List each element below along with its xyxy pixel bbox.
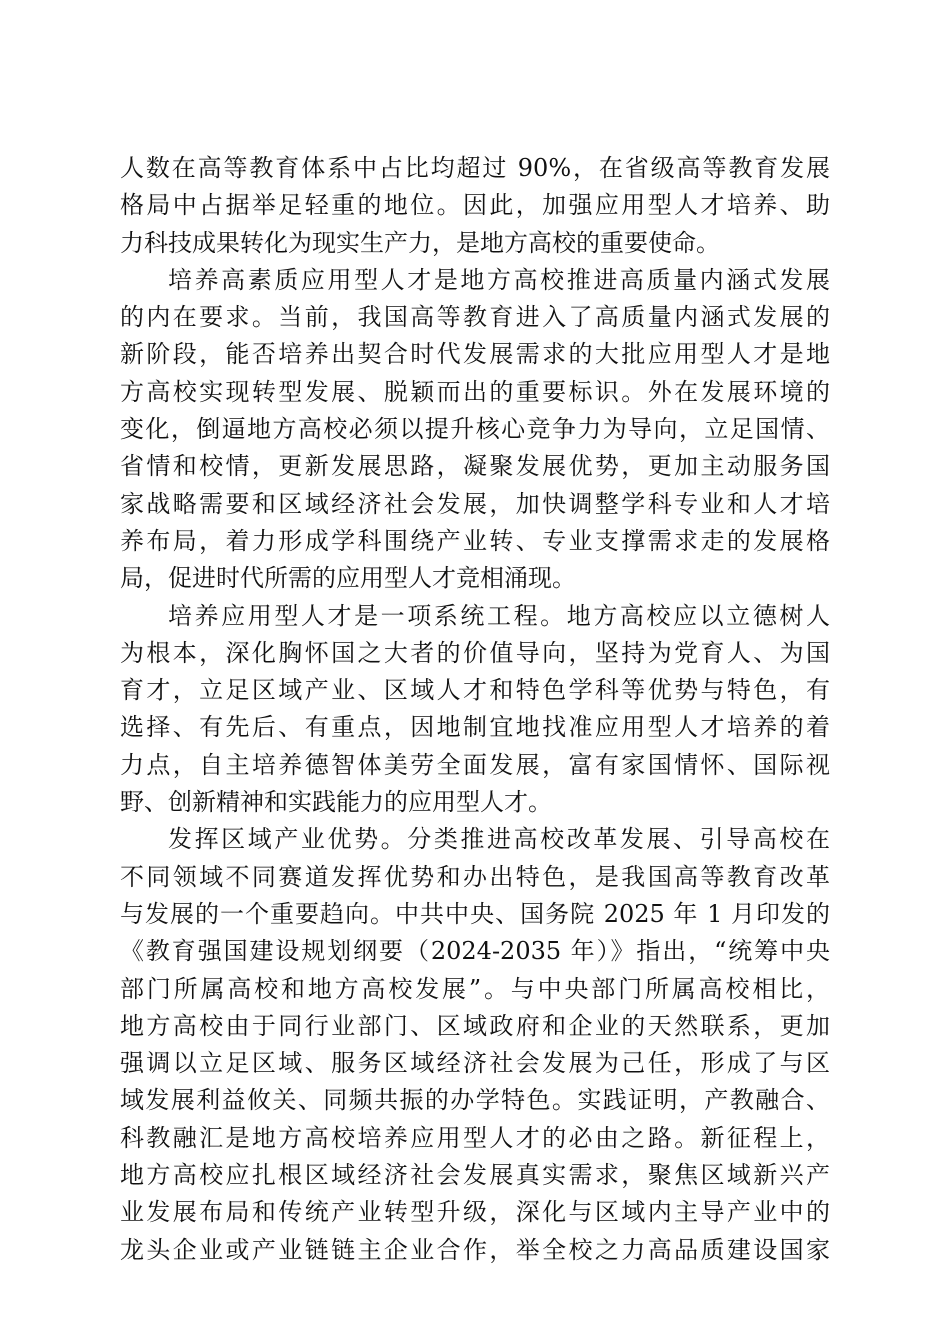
text-line: 变化，倒逼地方高校必须以提升核心竞争力为导向，立足国情、 xyxy=(120,415,830,444)
text-line: 龙头企业或产业链链主企业合作，举全校之力高品质建设国家 xyxy=(120,1235,830,1264)
text-line: 局，促进时代所需的应用型人才竞相涌现。 xyxy=(120,564,576,593)
text-line: 选择、有先后、有重点，因地制宜地找准应用型人才培养的着 xyxy=(120,713,830,742)
text-line: 育才，立足区域产业、区域人才和特色学科等优势与特色，有 xyxy=(120,676,830,705)
text-line: 方高校实现转型发展、脱颖而出的重要标识。外在发展环境的 xyxy=(120,377,830,406)
text-line: 人数在高等教育体系中占比均超过 90%，在省级高等教育发展 xyxy=(120,154,830,182)
text-line: 家战略需要和区域经济社会发展，加快调整学科专业和人才培 xyxy=(120,489,830,518)
body-text xyxy=(120,150,830,1269)
text-line: 力科技成果转化为现实生产力，是地方高校的重要使命。 xyxy=(120,228,720,257)
text-line: 与发展的一个重要趋向。中共中央、国务院 2025 年 1 月印发的 xyxy=(120,899,830,928)
text-line: 不同领域不同赛道发挥优势和办出特色，是我国高等教育改革 xyxy=(120,862,830,891)
text-line: 域发展利益攸关、同频共振的办学特色。实践证明，产教融合、 xyxy=(120,1086,830,1115)
text-line: 地方高校由于同行业部门、区域政府和企业的天然联系，更加 xyxy=(120,1011,830,1040)
text-line: 力点，自主培养德智体美劳全面发展，富有家国情怀、国际视 xyxy=(120,750,830,779)
text-line: 格局中占据举足轻重的地位。因此，加强应用型人才培养、助 xyxy=(120,191,830,220)
text-line: 省情和校情，更新发展思路，凝聚发展优势，更加主动服务国 xyxy=(120,452,830,481)
paragraph-first-line: 发挥区域产业优势。分类推进高校改革发展、引导高校在 xyxy=(168,825,830,854)
text-line: 《教育强国建设规划纲要（2024-2035 年）》指出，“统筹中央 xyxy=(120,937,830,966)
text-line: 为根本，深化胸怀国之大者的价值导向，坚持为党育人、为国 xyxy=(120,638,830,667)
text-line: 野、创新精神和实践能力的应用型人才。 xyxy=(120,788,552,817)
text-line: 地方高校应扎根区域经济社会发展真实需求，聚焦区域新兴产 xyxy=(120,1161,830,1190)
paragraph-first-line: 培养应用型人才是一项系统工程。地方高校应以立德树人 xyxy=(168,601,830,630)
text-line: 强调以立足区域、服务区域经济社会发展为己任，形成了与区 xyxy=(120,1049,830,1078)
paragraph-first-line: 培养高素质应用型人才是地方高校推进高质量内涵式发展 xyxy=(168,265,830,294)
text-line: 的内在要求。当前，我国高等教育进入了高质量内涵式发展的 xyxy=(120,303,830,332)
text-line: 新阶段，能否培养出契合时代发展需求的大批应用型人才是地 xyxy=(120,340,830,369)
text-line: 业发展布局和传统产业转型升级，深化与区域内主导产业中的 xyxy=(120,1198,830,1227)
text-line: 部门所属高校和地方高校发展”。与中央部门所属高校相比， xyxy=(120,974,830,1003)
text-line: 养布局，着力形成学科围绕产业转、专业支撑需求走的发展格 xyxy=(120,526,830,555)
text-line: 科教融汇是地方高校培养应用型人才的必由之路。新征程上， xyxy=(120,1123,830,1152)
